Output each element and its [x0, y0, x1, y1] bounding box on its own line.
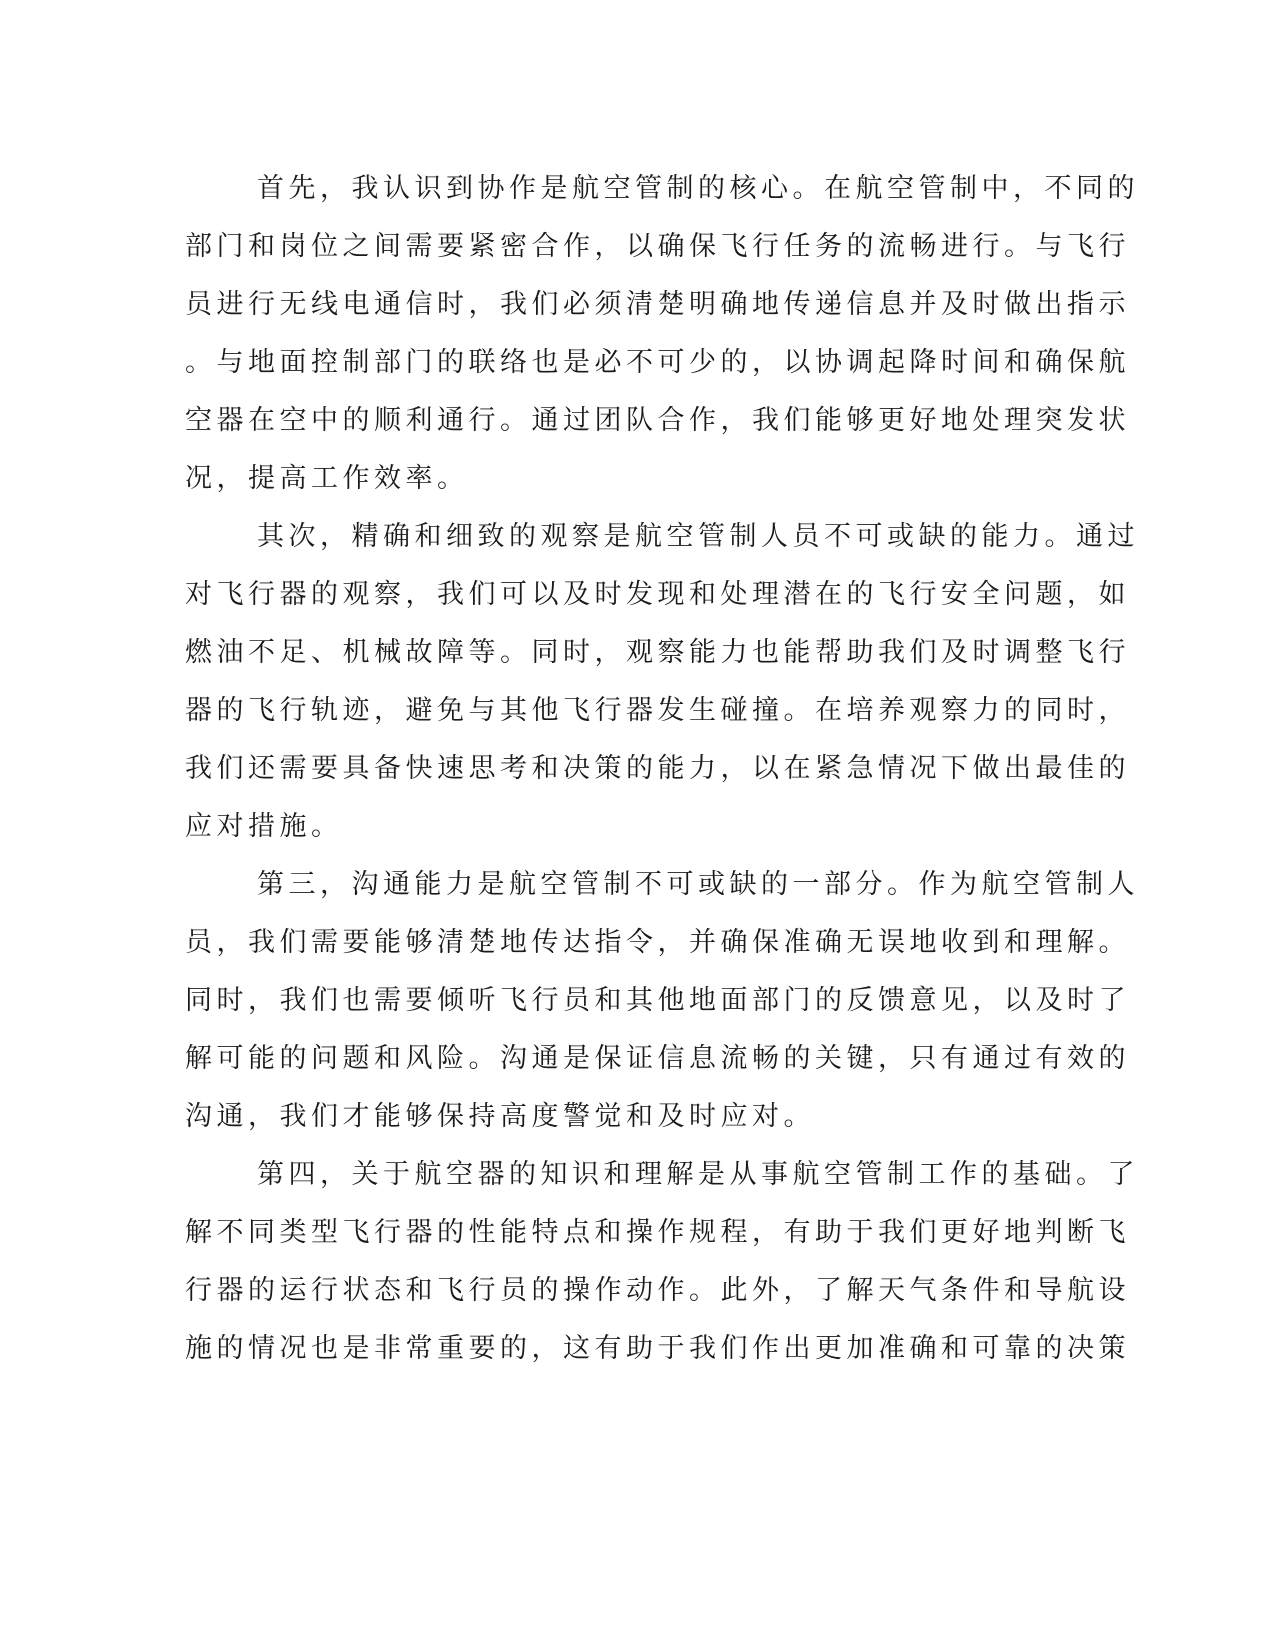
text-line: 。与地面控制部门的联络也是必不可少的，以协调起降时间和确保航	[185, 347, 1130, 378]
text-line: 解不同类型飞行器的性能特点和操作规程，有助于我们更好地判断飞	[185, 1217, 1130, 1248]
text-line: 施的情况也是非常重要的，这有助于我们作出更加准确和可靠的决策	[185, 1333, 1130, 1364]
text-line: 行器的运行状态和飞行员的操作动作。此外，了解天气条件和导航设	[185, 1275, 1130, 1306]
text-line: 况，提高工作效率。	[185, 463, 469, 494]
text-line: 沟通，我们才能够保持高度警觉和及时应对。	[185, 1101, 815, 1132]
text-line: 对飞行器的观察，我们可以及时发现和处理潜在的飞行安全问题，如	[185, 579, 1130, 610]
text-line: 器的飞行轨迹，避免与其他飞行器发生碰撞。在培养观察力的同时，	[185, 695, 1130, 726]
text-line: 第三，沟通能力是航空管制不可或缺的一部分。作为航空管制人	[257, 869, 1139, 900]
paragraph-3	[185, 856, 1139, 1146]
paragraph-2	[185, 508, 1139, 856]
paragraph-4	[185, 1146, 1139, 1378]
text-line: 燃油不足、机械故障等。同时，观察能力也能帮助我们及时调整飞行	[185, 637, 1130, 668]
text-line: 第四，关于航空器的知识和理解是从事航空管制工作的基础。了	[257, 1159, 1139, 1190]
body-text	[185, 160, 1139, 1378]
text-line: 应对措施。	[185, 811, 343, 842]
paragraph-1	[185, 160, 1139, 508]
text-line: 首先，我认识到协作是航空管制的核心。在航空管制中，不同的	[257, 173, 1139, 204]
text-line: 我们还需要具备快速思考和决策的能力，以在紧急情况下做出最佳的	[185, 753, 1130, 784]
text-line: 同时，我们也需要倾听飞行员和其他地面部门的反馈意见，以及时了	[185, 985, 1130, 1016]
text-line: 空器在空中的顺利通行。通过团队合作，我们能够更好地处理突发状	[185, 405, 1130, 436]
text-line: 员进行无线电通信时，我们必须清楚明确地传递信息并及时做出指示	[185, 289, 1130, 320]
text-line: 员，我们需要能够清楚地传达指令，并确保准确无误地收到和理解。	[185, 927, 1130, 958]
text-line: 部门和岗位之间需要紧密合作，以确保飞行任务的流畅进行。与飞行	[185, 231, 1130, 262]
text-line: 解可能的问题和风险。沟通是保证信息流畅的关键，只有通过有效的	[185, 1043, 1130, 1074]
text-line: 其次，精确和细致的观察是航空管制人员不可或缺的能力。通过	[257, 521, 1139, 552]
